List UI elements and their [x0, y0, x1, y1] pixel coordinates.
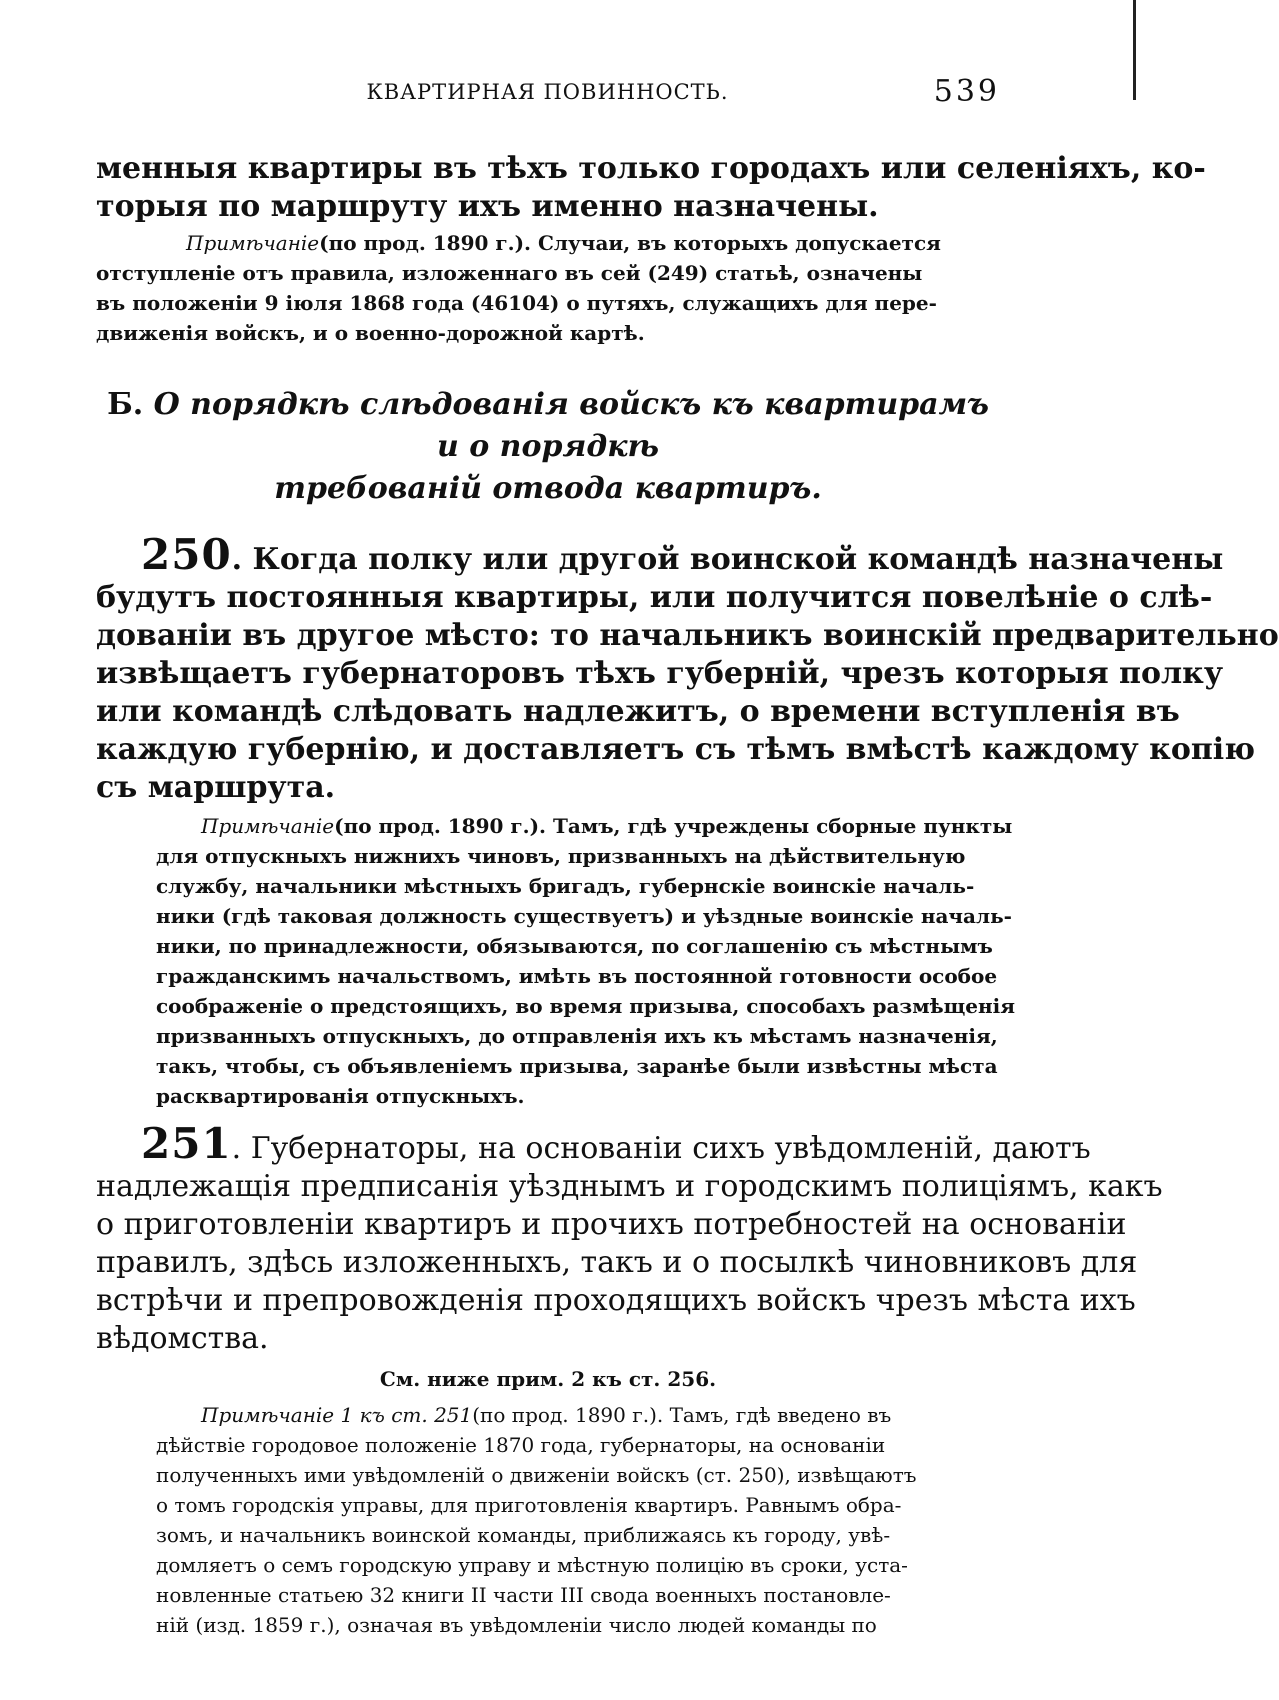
page-edge-line	[1133, 0, 1136, 100]
note-250	[96, 811, 1016, 1111]
note-label: Примѣчаніе	[201, 814, 335, 838]
section-title-line2: требованій отвода квартиръ.	[274, 471, 822, 506]
text-line: ній (изд. 1859 г.), означая въ увѣдомленіи число людей команды по	[156, 1613, 877, 1637]
text-line: Примѣчаніе(по прод. 1890 г.). Случаи, въ которыхъ допускается	[186, 231, 941, 255]
article-number: 250	[141, 530, 232, 579]
text-line: соображеніе о предстоящихъ, во время призыва, способахъ размѣщенія	[156, 994, 1016, 1018]
text-line: расквартированія отпускныхъ.	[156, 1084, 525, 1108]
section-letter: Б.	[107, 387, 144, 422]
text-line: призванныхъ отпускныхъ, до отправленія ихъ къ мѣстамъ назначенія,	[156, 1024, 998, 1048]
text-line: ники, по принадлежности, обязываются, по соглашенію съ мѣстнымъ	[156, 934, 993, 958]
note-label: Примѣчаніе	[186, 231, 320, 255]
text-line: менныя квартиры въ тѣхъ только городахъ или селеніяхъ, ко-	[96, 151, 1206, 186]
note-label: Примѣчаніе 1 къ ст. 251	[201, 1403, 473, 1427]
text-line: новленные статьею 32 книги II части III свода военныхъ постановле-	[156, 1583, 891, 1607]
note-249	[96, 228, 1000, 348]
text-line: съ маршрута.	[96, 770, 336, 805]
section-title-line1: О порядкѣ слѣдованія войскъ къ квартирамъ и о порядкѣ	[153, 387, 989, 464]
text-line: правилъ, здѣсь изложенныхъ, такъ и о посылкѣ чиновниковъ для	[96, 1245, 1138, 1280]
text-line: службу, начальники мѣстныхъ бригадъ, губернскіе воинскіе началь-	[156, 874, 975, 898]
text-line: 250. Когда полку или другой воинской командѣ назначены	[141, 530, 1224, 579]
article-number: 251	[141, 1119, 232, 1168]
text-line: домляетъ о семъ городскую управу и мѣстную полицію въ сроки, уста-	[156, 1553, 908, 1577]
page-number: 539	[933, 74, 1000, 109]
page-body	[96, 150, 1279, 1640]
text-line: для отпускныхъ нижнихъ чиновъ, призванныхъ на дѣйствительную	[156, 844, 966, 868]
text-line: отступленіе отъ правила, изложеннаго въ сей (249) статьѣ, означены	[96, 261, 923, 285]
text-line: дованіи въ другое мѣсто: то начальникъ воинскій предварительно	[96, 618, 1279, 653]
text-line: вѣдомства.	[96, 1321, 269, 1356]
header-title: КВАРТИРНАЯ ПОВИННОСТЬ.	[366, 80, 729, 104]
section-heading	[96, 384, 1000, 510]
text-line: каждую губернію, и доставляетъ съ тѣмъ вмѣстѣ каждому копію	[96, 732, 1255, 767]
text-line: такъ, чтобы, съ объявленіемъ призыва, заранѣе были извѣстны мѣста	[156, 1054, 998, 1078]
scan-fade-corner	[560, 1660, 1140, 1700]
text-line: дѣйствіе городовое положеніе 1870 года, губернаторы, на основаніи	[156, 1433, 886, 1457]
text-line: торыя по маршруту ихъ именно назначены.	[96, 189, 879, 224]
text-line: встрѣчи и препровожденія проходящихъ войскъ чрезъ мѣста ихъ	[96, 1283, 1136, 1318]
text-line: будутъ постоянныя квартиры, или получится повелѣніе о слѣ-	[96, 580, 1213, 615]
running-header	[95, 74, 1000, 120]
text-line: или командѣ слѣдовать надлежитъ, о времени вступленія въ	[96, 694, 1180, 729]
text-line: ники (гдѣ таковая должность существуетъ) и уѣздные воинскіе началь-	[156, 904, 1012, 928]
text-line: извѣщаетъ губернаторовъ тѣхъ губерній, чрезъ которыя полку	[96, 656, 1224, 691]
text-line: Примѣчаніе(по прод. 1890 г.). Тамъ, гдѣ учреждены сборные пункты	[201, 814, 1013, 838]
cross-reference: См. ниже прим. 2 къ ст. 256.	[379, 1367, 717, 1391]
text-line: движенія войскъ, и о военно-дорожной картѣ.	[96, 321, 645, 345]
text-line: гражданскимъ начальствомъ, имѣть въ постоянной готовности особое	[156, 964, 998, 988]
article-250	[96, 530, 1279, 807]
text-line: о приготовленіи квартиръ и прочихъ потребностей на основаніи	[96, 1207, 1127, 1242]
text-line: въ положеніи 9 іюля 1868 года (46104) о путяхъ, служащихъ для пере-	[96, 291, 937, 315]
text-line: полученныхъ ими увѣдомленій о движеніи войскъ (ст. 250), извѣщаютъ	[156, 1463, 917, 1487]
text-line: 251. Губернаторы, на основаніи сихъ увѣдомленій, даютъ	[141, 1119, 1091, 1168]
article-249-continuation	[96, 150, 1206, 226]
text-line: зомъ, и начальникъ воинской команды, приближаясь къ городу, увѣ-	[156, 1523, 891, 1547]
article-251	[96, 1119, 1163, 1394]
text-line: Примѣчаніе 1 къ ст. 251(по прод. 1890 г.). Тамъ, гдѣ введено въ	[201, 1403, 892, 1427]
note-251	[96, 1400, 1000, 1640]
text-line: о томъ городскія управы, для приготовленія квартиръ. Равнымъ обра-	[156, 1493, 902, 1517]
text-line: надлежащія предписанія уѣзднымъ и городскимъ полиціямъ, какъ	[96, 1169, 1163, 1204]
